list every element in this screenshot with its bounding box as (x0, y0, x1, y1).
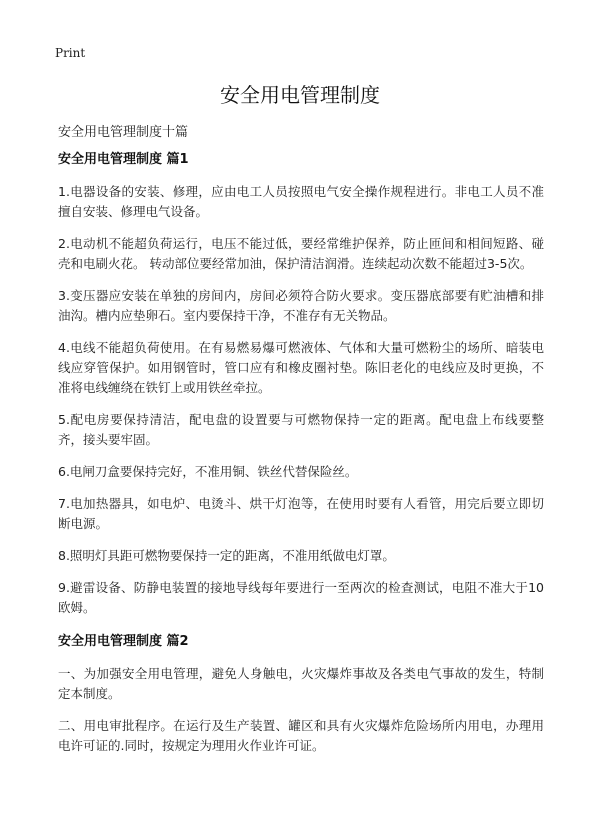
paragraph: 3.变压器应安装在单独的房间内，房间必须符合防火要求。变压器底部要有贮油槽和排油沟。槽内应垫卵石。室内要保持干净，不准存有无关物品。 (58, 288, 544, 323)
paragraph: 8.照明灯具距可燃物要保持一定的距离，不准用纸做电灯罩。 (58, 548, 395, 563)
paragraph: 二、用电审批程序。在运行及生产装置、罐区和具有火灾爆炸危险场所内用电，办理用电许可证的.同时，按规定为理用火作业许可证。 (58, 718, 544, 753)
section-2 (58, 632, 544, 756)
section-heading: 安全用电管理制度 篇2 (58, 634, 189, 649)
paragraph: 5.配电房要保持清洁，配电盘的设置要与可燃物保持一定的距离。配电盘上布线要整齐，接头要牢固。 (58, 412, 544, 447)
section-1 (58, 150, 544, 618)
paragraph: 9.避雷设备、防静电装置的接地导线每年要进行一至两次的检查测试，电阻不准大于10欧姆。 (58, 580, 544, 615)
document-subtitle: 安全用电管理制度十篇 (58, 125, 189, 140)
paragraph: 一、为加强安全用电管理，避免人身触电，火灾爆炸事故及各类电气事故的发生，特制定本制度。 (58, 666, 544, 701)
paragraph: 4.电线不能超负荷使用。在有易燃易爆可燃液体、气体和大量可燃粉尘的场所、暗装电线应穿管保护。如用钢管时，管口应有和橡皮圈衬垫。陈旧老化的电线应及时更换，不准将电线缠绕在铁钉上或用铁丝牵拉。 (58, 340, 544, 395)
document-body (58, 150, 544, 768)
document-title: 安全用电管理制度 (220, 83, 380, 107)
paragraph: 2.电动机不能超负荷运行，电压不能过低，要经常维护保养，防止匝间和相间短路、碰壳和电刷火花。 转动部位要经常加油，保护清洁润滑。连续起动次数不能超过3-5次。 (58, 236, 544, 271)
print-link[interactable]: Print (55, 46, 86, 60)
paragraph: 1.电器设备的安装、修理，应由电工人员按照电气安全操作规程进行。非电工人员不准擅自安装、修理电气设备。 (58, 184, 544, 219)
paragraph: 6.电闸刀盒要保持完好，不准用铜、铁丝代替保险丝。 (58, 464, 358, 479)
paragraph: 7.电加热器具，如电炉、电烫斗、烘干灯泡等，在使用时要有人看管，用完后要立即切断电源。 (58, 496, 544, 531)
section-heading: 安全用电管理制度 篇1 (58, 152, 189, 167)
